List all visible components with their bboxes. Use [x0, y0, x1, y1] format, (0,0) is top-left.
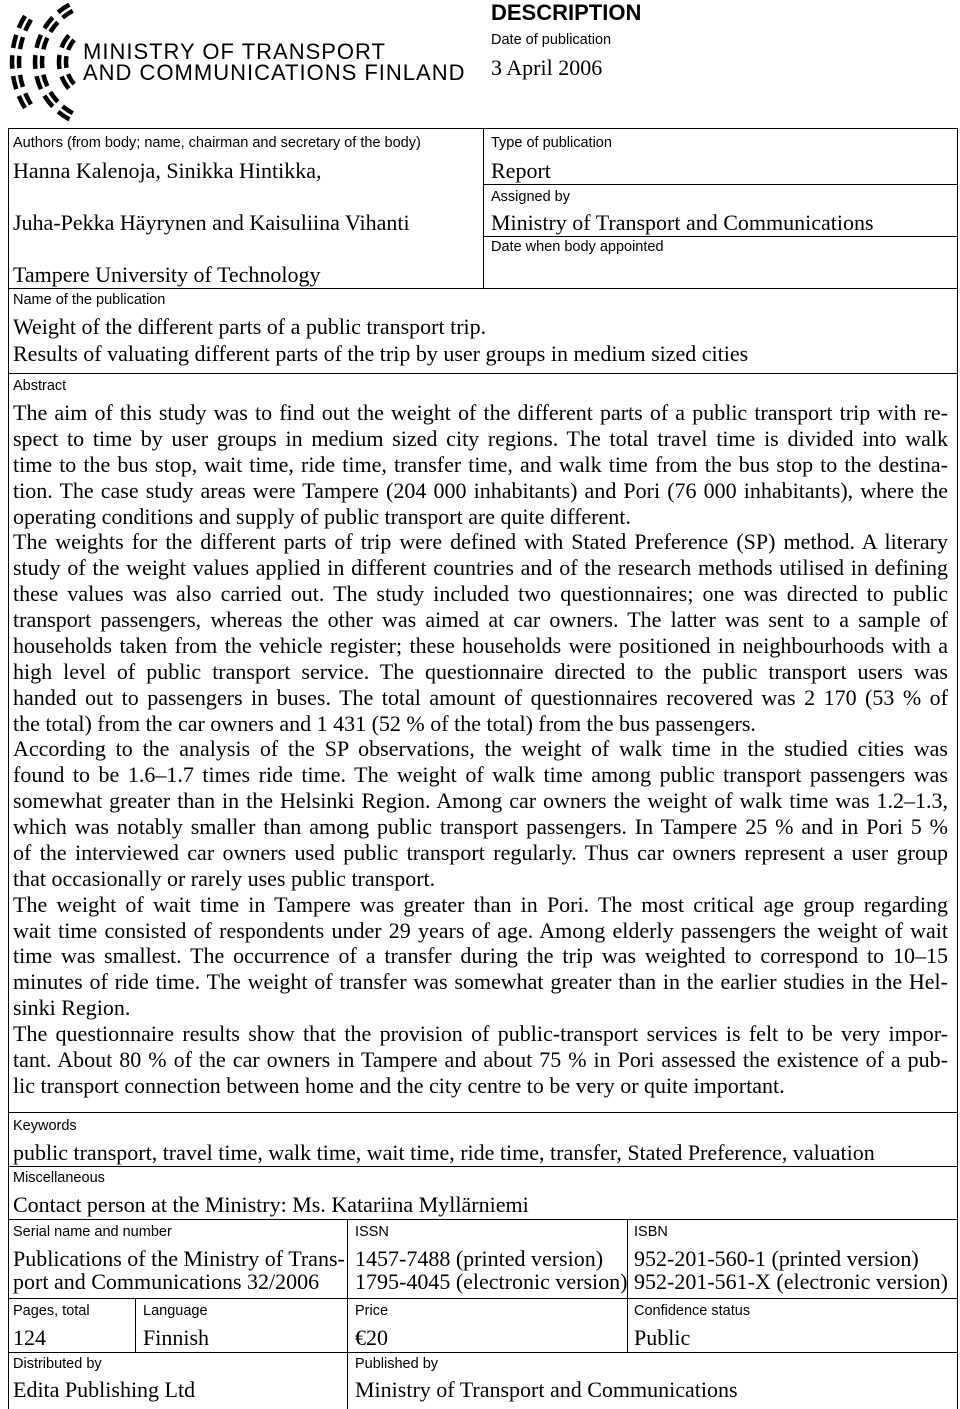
abstract-line: the total) from the car owners and 1 431 (52 % of the total) from the bus passengers. — [13, 710, 756, 736]
abstract-line: wait time consisted of respondents under 29 years of age. Among elderly passengers the weight of wait — [13, 917, 948, 943]
confidence-status-value: Public — [634, 1325, 691, 1350]
keywords-label: Keywords — [13, 1117, 77, 1134]
abstract-line: time was smallest. The occurrence of a transfer during the trip was weighted to correspond to 10–15 — [13, 943, 948, 969]
rule-series-row — [8, 1298, 958, 1299]
rule-authors — [8, 288, 958, 289]
distributed-by-label: Distributed by — [13, 1355, 102, 1372]
publication-name-label: Name of the publication — [13, 291, 166, 308]
series-value-line: port and Communications 32/2006 — [13, 1269, 320, 1294]
distributed-by-value: Edita Publishing Ltd — [13, 1377, 196, 1402]
abstract-line: The weights for the different parts of trip were defined with Stated Preference (SP) method. A literary — [13, 529, 948, 555]
abstract-line: lic transport connection between home and the city centre to be very or quite important. — [13, 1072, 785, 1098]
abstract-label: Abstract — [13, 377, 67, 394]
abstract-line: sinki Region. — [13, 995, 131, 1021]
logo-bar — [37, 35, 41, 48]
logo-bar — [50, 22, 57, 32]
pages-label: Pages, total — [13, 1302, 90, 1319]
abstract-line: high level of public transport service. The questionnaire directed to the public transport users was — [13, 658, 948, 684]
isbn-value-line: 952-201-560-1 (printed version) — [634, 1246, 919, 1271]
abstract-line: handed out to passengers in buses. The total amount of questionnaires recovered was 2 170 (53 % of — [13, 684, 948, 710]
publication-type-value: Report — [491, 158, 551, 183]
abstract-line: operating conditions and supply of public transport are quite different. — [13, 503, 631, 529]
rule-keywords — [8, 1166, 958, 1167]
pages-value: 124 — [13, 1325, 46, 1350]
ministry-logo-icon — [8, 0, 84, 124]
assigned-by-label: Assigned by — [491, 188, 570, 205]
abstract-line: found to be 1.6–1.7 times ride time. The weight of walk time among public transport passengers was — [13, 762, 948, 788]
rule-miscellaneous — [8, 1219, 958, 1220]
abstract-line: time to the bus stop, wait time, ride time, transfer time, and walk time from the bus stop to the destina- — [13, 451, 948, 477]
price-value: €20 — [355, 1325, 388, 1350]
logo-bar — [68, 40, 74, 50]
issn-label: ISSN — [355, 1223, 389, 1240]
abstract-line: tion. The case study areas were Tampere (204 000 inhabitants) and Pori (76 000 inhabitants), where the — [13, 477, 948, 503]
miscellaneous-value: Contact person at the Ministry: Ms. Katariina Myllärniemi — [13, 1192, 529, 1217]
logo-bar — [25, 20, 31, 31]
logo-bar — [19, 96, 25, 108]
abstract-line: The aim of this study was to find out the weight of the different parts of a public transport trip with re- — [13, 400, 948, 425]
rule-table-col-1 — [347, 1219, 348, 1409]
rule-publication-type — [483, 184, 958, 185]
logo-text-line-2: AND COMMUNICATIONS FINLAND — [83, 60, 466, 85]
miscellaneous-label: Miscellaneous — [13, 1169, 105, 1186]
logo-bar — [43, 38, 47, 50]
confidence-status-label: Confidence status — [634, 1302, 751, 1319]
language-label: Language — [143, 1302, 208, 1319]
rule-left-border — [8, 128, 9, 1409]
rule-abstract — [8, 1112, 958, 1113]
abstract-line: that occasionally or rarely uses public transport. — [13, 865, 436, 891]
publication-title-line: Results of valuating different parts of the trip by user groups in medium sized cities — [13, 341, 749, 366]
logo-bar — [66, 56, 67, 68]
logo-bar — [50, 92, 57, 102]
logo-bar — [25, 93, 31, 104]
issn-value-line: 1795-4045 (electronic version) — [355, 1269, 628, 1294]
abstract-line: According to the analysis of the SP observations, the weight of walk time in the studied cities was — [13, 736, 948, 762]
series-value-line: Publications of the Ministry of Trans- — [13, 1246, 345, 1271]
abstract-line: spect to time by user groups in medium sized city regions. The total travel time is divided into walk — [13, 425, 948, 451]
abstract-line: minutes of ride time. The weight of transfer was somewhat greater than in the earlier studies in the Hel- — [13, 969, 948, 995]
rule-assigned-by — [483, 236, 958, 237]
document-type-heading: DESCRIPTION — [491, 0, 642, 25]
date-appointed-label: Date when body appointed — [491, 238, 664, 255]
logo-bar — [59, 55, 60, 69]
authors-line: Tampere University of Technology — [13, 262, 321, 287]
assigned-by-value: Ministry of Transport and Communications — [491, 210, 874, 235]
logo-text-line-1: MINISTRY OF TRANSPORT — [83, 39, 386, 64]
rule-right-border — [957, 128, 958, 1409]
logo-bar — [20, 75, 23, 87]
logo-bar — [37, 76, 41, 89]
keywords-value: public transport, travel time, walk time, wait time, ride time, transfer, Stated Preference, valuation — [13, 1140, 875, 1165]
language-value: Finnish — [143, 1325, 210, 1350]
published-by-label: Published by — [355, 1355, 439, 1372]
abstract-line: transport passengers, whereas the other was aimed at car owners. The latter was sent to a sample of — [13, 607, 948, 632]
abstract-line: of the interviewed car owners used public transport regularly. Thus car owners represent a user group — [13, 839, 948, 865]
rule-column-divider — [483, 128, 484, 288]
isbn-label: ISBN — [634, 1223, 668, 1240]
abstract-line: households taken from the vehicle register; these households were positioned in neighbourhoods with a — [13, 632, 948, 658]
price-label: Price — [355, 1302, 389, 1319]
abstract-line: The weight of wait time in Tampere was greater than in Pori. The most critical age group regarding — [13, 891, 948, 917]
logo-bar — [13, 35, 16, 48]
authors-line: Hanna Kalenoja, Sinikka Hintikka, — [13, 158, 322, 183]
rule-pages-row — [8, 1352, 958, 1353]
logo-bar — [63, 11, 73, 18]
date-of-publication-value: 3 April 2006 — [491, 55, 603, 80]
logo-bar — [13, 76, 16, 89]
abstract-line: study of the weight values applied in different countries and of the research methods utilised in defining — [13, 555, 948, 581]
publication-type-label: Type of publication — [491, 134, 612, 151]
logo-bar — [20, 37, 23, 49]
date-of-publication-label: Date of publication — [491, 31, 612, 48]
abstract-line: The questionnaire results show that the provision of public-transport services is felt to be very impor- — [13, 1021, 948, 1046]
abstract-line: tant. About 80 % of the car owners in Tampere and about 75 % in Pori assessed the existence of a pub- — [13, 1046, 948, 1072]
publication-title-line: Weight of the different parts of a public transport trip. — [13, 314, 487, 339]
rule-table-col-pages — [135, 1298, 136, 1352]
series-label: Serial name and number — [13, 1223, 172, 1240]
rule-publication-name — [8, 373, 958, 374]
abstract-line: somewhat greater than in the Helsinki Region. Among car owners the weight of walk time was 1.2–1.3, — [13, 788, 948, 814]
logo-bar — [63, 106, 73, 113]
published-by-value: Ministry of Transport and Communications — [355, 1377, 738, 1402]
authors-label: Authors (from body; name, chairman and secretary of the body) — [13, 134, 421, 151]
abstract-line: these values was also carried out. The study included two questionnaires; one was directed to public — [13, 581, 948, 607]
logo-bar — [43, 75, 47, 87]
abstract-body — [13, 400, 948, 1099]
logo-bar — [19, 16, 25, 28]
isbn-value-line: 952-201-561-X (electronic version) — [634, 1269, 949, 1294]
logo-bar — [68, 74, 74, 84]
authors-line: Juha-Pekka Häyrynen and Kaisuliina Vihanti — [13, 210, 410, 235]
abstract-line: which was notably smaller than among public transport passengers. In Tampere 25 % and in Pori 5 % — [13, 814, 948, 839]
issn-value-line: 1457-7488 (printed version) — [355, 1246, 604, 1271]
